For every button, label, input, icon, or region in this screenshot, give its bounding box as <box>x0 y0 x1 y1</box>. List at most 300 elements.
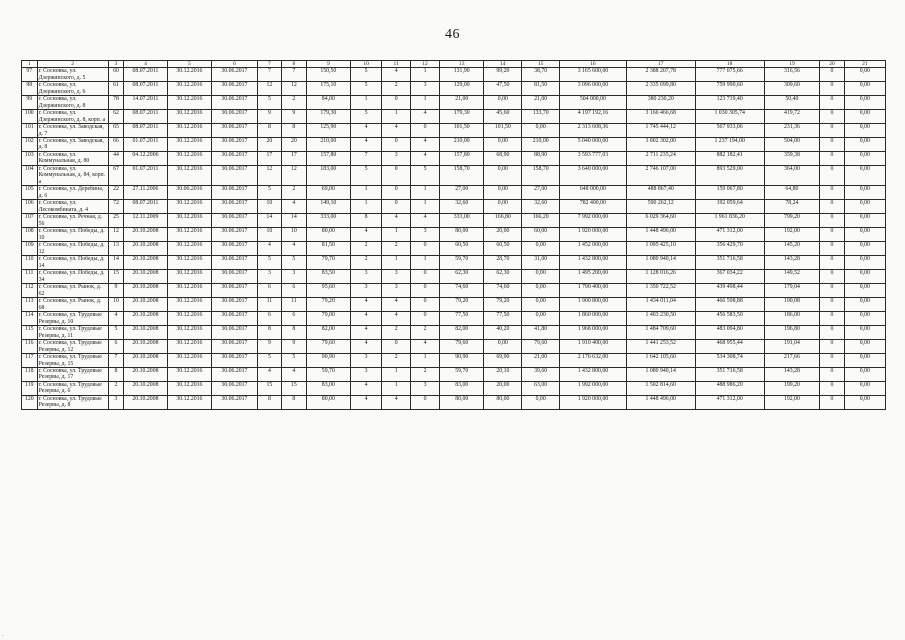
table-cell: 1 448 496,00 <box>626 228 695 242</box>
table-cell: 1 <box>382 228 411 242</box>
table-cell: 5 <box>257 256 281 270</box>
table-cell: 4 <box>411 151 440 165</box>
table-cell: 759 990,60 <box>695 82 764 96</box>
table-cell: 0 <box>382 200 411 214</box>
table-cell: 30.12.2016 <box>167 284 211 298</box>
row-number-cell: 103 <box>22 151 38 165</box>
table-cell: 192,00 <box>764 395 820 409</box>
table-cell: 30.12.2016 <box>167 395 211 409</box>
table-cell: 2 313 608,36 <box>560 124 627 138</box>
table-cell: 5 <box>257 186 281 200</box>
table-cell: 4 <box>351 228 382 242</box>
table-cell: 60,00 <box>522 228 560 242</box>
table-cell: 0 <box>820 256 844 270</box>
table-cell: 81,50 <box>522 82 560 96</box>
table-cell: 30.06.2017 <box>212 298 258 312</box>
table-cell: 5 <box>282 256 306 270</box>
table-cell: 3 096 000,00 <box>560 82 627 96</box>
table-cell: 13 <box>108 242 124 256</box>
table-cell: 0 <box>820 381 844 395</box>
table-cell: 44 <box>108 151 124 165</box>
table-cell: 0,00 <box>522 298 560 312</box>
table-cell: 79,20 <box>440 298 484 312</box>
table-cell: 1 992 000,00 <box>560 381 627 395</box>
table-row <box>22 340 886 354</box>
table-row <box>22 124 886 138</box>
table-cell: 12 <box>282 165 306 185</box>
row-number-cell: 116 <box>22 340 38 354</box>
table-cell: 419,72 <box>764 110 820 124</box>
table-cell: 9 <box>282 110 306 124</box>
column-number-cell: 11 <box>382 61 411 68</box>
table-row <box>22 82 886 96</box>
table-cell: 5 <box>257 96 281 110</box>
table-cell: 149,10 <box>306 200 350 214</box>
table-cell: 0,00 <box>844 186 885 200</box>
column-number-cell: 18 <box>695 61 764 68</box>
table-cell: 0 <box>820 298 844 312</box>
row-number-cell: 113 <box>22 298 38 312</box>
table-row <box>22 214 886 228</box>
row-number-cell: 120 <box>22 395 38 409</box>
table-cell: 0 <box>411 395 440 409</box>
table-cell: 17 <box>282 151 306 165</box>
table-cell: 68,90 <box>484 151 522 165</box>
table-cell: 30.06.2017 <box>212 151 258 165</box>
table-cell: 78 <box>108 96 124 110</box>
table-cell: 12 <box>282 82 306 96</box>
table-cell: 6 <box>282 284 306 298</box>
table-cell: 0 <box>820 200 844 214</box>
table-cell: 5 <box>108 326 124 340</box>
table-cell: 80,00 <box>440 395 484 409</box>
scan-artifact-mark: . <box>2 630 4 638</box>
table-cell: 150,50 <box>306 68 350 82</box>
table-cell: 32,60 <box>440 200 484 214</box>
address-cell: г. Сосновка, ул. Трудовые Резервы, д. 6 <box>37 381 108 395</box>
row-number-cell: 101 <box>22 124 38 138</box>
table-cell: 27.11.2006 <box>124 186 167 200</box>
table-cell: 30.06.2017 <box>212 110 258 124</box>
table-cell: 504,00 <box>764 138 820 152</box>
table-cell: 1 920 000,00 <box>560 395 627 409</box>
table-cell: 1 642 105,60 <box>626 354 695 368</box>
table-cell: 21,00 <box>440 96 484 110</box>
table-cell: 12.11.2009 <box>124 214 167 228</box>
table-cell: 14 <box>108 256 124 270</box>
table-cell: 101,50 <box>484 124 522 138</box>
table-cell: 3 <box>351 270 382 284</box>
table-cell: 199,20 <box>764 381 820 395</box>
table-cell: 157,80 <box>440 151 484 165</box>
table-cell: 30.06.2017 <box>212 228 258 242</box>
table-cell: 22 <box>108 186 124 200</box>
table-cell: 30.06.2017 <box>212 200 258 214</box>
table-cell: 30.12.2016 <box>167 214 211 228</box>
table-cell: 88,90 <box>522 151 560 165</box>
table-cell: 50,40 <box>764 96 820 110</box>
table-cell: 0,00 <box>844 68 885 82</box>
table-cell: 3 <box>257 270 281 284</box>
table-cell: 0,00 <box>484 340 522 354</box>
row-number-cell: 118 <box>22 367 38 381</box>
table-cell: 20.10.2008 <box>124 354 167 368</box>
table-cell: 82,00 <box>306 326 350 340</box>
table-row <box>22 326 886 340</box>
table-cell: 31,00 <box>522 256 560 270</box>
table-cell: 6 <box>257 312 281 326</box>
table-cell: 1 <box>411 200 440 214</box>
table-cell: 1 030 305,74 <box>695 110 764 124</box>
table-cell: 3 640 000,00 <box>560 165 627 185</box>
table-cell: 30.12.2016 <box>167 270 211 284</box>
table-cell: 5 <box>282 354 306 368</box>
table-cell: 101,50 <box>440 124 484 138</box>
table-cell: 333,00 <box>440 214 484 228</box>
table-cell: 12 <box>257 165 281 185</box>
table-cell: 79,60 <box>306 340 350 354</box>
table-cell: 4 <box>411 340 440 354</box>
table-cell: 90,90 <box>306 354 350 368</box>
row-number-cell: 117 <box>22 354 38 368</box>
column-number-cell: 17 <box>626 61 695 68</box>
table-cell: 7 <box>282 68 306 82</box>
table-cell: 83,00 <box>306 381 350 395</box>
row-number-cell: 114 <box>22 312 38 326</box>
address-cell: г. Сосновка, ул. Победы, д. 12 <box>37 242 108 256</box>
table-cell: 20.10.2008 <box>124 340 167 354</box>
table-cell: 63,00 <box>522 381 560 395</box>
table-cell: 30.12.2016 <box>167 110 211 124</box>
table-cell: 1 128 016,26 <box>626 270 695 284</box>
table-cell: 0,00 <box>844 312 885 326</box>
table-cell: 190,08 <box>764 298 820 312</box>
table-cell: 466 598,88 <box>695 298 764 312</box>
table-cell: 0 <box>820 124 844 138</box>
row-number-cell: 104 <box>22 165 38 185</box>
table-cell: 30.12.2016 <box>167 96 211 110</box>
address-cell: г. Сосновка, ул. Рынок, д. 62 <box>37 284 108 298</box>
table-cell: 1 790 400,00 <box>560 284 627 298</box>
table-cell: 11 <box>257 298 281 312</box>
table-cell: 30.12.2016 <box>167 381 211 395</box>
table-cell: 456 583,50 <box>695 312 764 326</box>
table-cell: 0 <box>820 270 844 284</box>
table-row <box>22 270 886 284</box>
table-cell: 0,00 <box>522 124 560 138</box>
table-cell: 210,00 <box>440 138 484 152</box>
table-cell: 60,50 <box>484 242 522 256</box>
table-cell: 30.06.2017 <box>212 381 258 395</box>
table-cell: 0,00 <box>844 340 885 354</box>
table-cell: 0,00 <box>484 186 522 200</box>
table-cell: 125,90 <box>306 124 350 138</box>
table-cell: 59,70 <box>306 367 350 381</box>
column-number-cell: 13 <box>440 61 484 68</box>
table-cell: 80,00 <box>484 395 522 409</box>
table-cell: 79,70 <box>306 256 350 270</box>
address-cell: г. Сосновка, ул. Победы, д. 34 <box>37 270 108 284</box>
table-cell: 1 350 722,52 <box>626 284 695 298</box>
table-cell: 10 <box>282 228 306 242</box>
table-cell: 1 095 425,10 <box>626 242 695 256</box>
table-cell: 67 <box>108 165 124 185</box>
table-cell: 333,00 <box>306 214 350 228</box>
table-cell: 01.07.2011 <box>124 165 167 185</box>
table-cell: 488 867,40 <box>626 186 695 200</box>
table-cell: 30.12.2016 <box>167 151 211 165</box>
table-cell: 4 <box>351 298 382 312</box>
table-cell: 0,00 <box>522 284 560 298</box>
table-cell: 183,00 <box>306 165 350 185</box>
table-cell: 80,00 <box>306 395 350 409</box>
table-cell: 0,00 <box>844 256 885 270</box>
row-number-cell: 109 <box>22 242 38 256</box>
table-cell: 0 <box>820 228 844 242</box>
table-cell: 179,04 <box>764 284 820 298</box>
table-cell: 15 <box>282 381 306 395</box>
table-cell: 648 000,00 <box>560 186 627 200</box>
table-row <box>22 312 886 326</box>
table-cell: 30.12.2016 <box>167 165 211 185</box>
table-row <box>22 395 886 409</box>
row-number-cell: 97 <box>22 68 38 82</box>
table-cell: 25 <box>108 214 124 228</box>
table-cell: 0,00 <box>844 381 885 395</box>
table-cell: 30.06.2017 <box>212 312 258 326</box>
table-cell: 14.07.2011 <box>124 96 167 110</box>
table-cell: 41,80 <box>522 326 560 340</box>
table-cell: 99,20 <box>484 68 522 82</box>
table-cell: 2 <box>411 367 440 381</box>
column-number-cell: 12 <box>411 61 440 68</box>
table-cell: 2 <box>382 354 411 368</box>
row-number-cell: 111 <box>22 270 38 284</box>
table-cell: 20,00 <box>484 228 522 242</box>
table-cell: 0,00 <box>522 242 560 256</box>
table-cell: 83,00 <box>440 381 484 395</box>
table-cell: 471 312,00 <box>695 395 764 409</box>
table-cell: 186,00 <box>764 312 820 326</box>
table-cell: 77,50 <box>484 312 522 326</box>
table-cell: 1 484 709,60 <box>626 326 695 340</box>
table-cell: 1 452 000,00 <box>560 242 627 256</box>
table-cell: 1 237 194,00 <box>695 138 764 152</box>
table-cell: 3 <box>108 395 124 409</box>
table-cell: 08.07.2011 <box>124 82 167 96</box>
table-cell: 30.12.2016 <box>167 242 211 256</box>
table-cell: 504 000,00 <box>560 96 627 110</box>
row-number-cell: 112 <box>22 284 38 298</box>
table-cell: 567 933,06 <box>695 124 764 138</box>
table-cell: 62,30 <box>484 270 522 284</box>
row-number-cell: 100 <box>22 110 38 124</box>
address-cell: г. Сосновка, ул. Коммунальная, д. 84, корп. а <box>37 165 108 185</box>
table-cell: 8 <box>257 395 281 409</box>
table-cell: 62,30 <box>440 270 484 284</box>
table-cell: 74,60 <box>440 284 484 298</box>
table-cell: 10 <box>257 228 281 242</box>
table-cell: 217,66 <box>764 354 820 368</box>
table-cell: 0 <box>382 186 411 200</box>
table-cell: 2 <box>108 381 124 395</box>
column-number-cell: 4 <box>124 61 167 68</box>
table-cell: 351 716,58 <box>695 256 764 270</box>
table-cell: 3 <box>351 367 382 381</box>
table-cell: 1 <box>351 96 382 110</box>
address-cell: г. Сосновка, ул. Дзержинского, д. 6 <box>37 82 108 96</box>
table-cell: 3 <box>411 82 440 96</box>
table-cell: 1 434 011,04 <box>626 298 695 312</box>
table-cell: 1 961 836,20 <box>695 214 764 228</box>
table-cell: 2 <box>351 256 382 270</box>
table-cell: 179,30 <box>306 110 350 124</box>
column-number-cell: 8 <box>282 61 306 68</box>
table-cell: 30.06.2017 <box>212 186 258 200</box>
table-cell: 0 <box>382 165 411 185</box>
table-cell: 0,00 <box>844 151 885 165</box>
table-cell: 21,00 <box>522 96 560 110</box>
table-cell: 90,90 <box>440 354 484 368</box>
table-cell: 143,28 <box>764 256 820 270</box>
table-cell: 4 <box>411 110 440 124</box>
table-cell: 0,00 <box>844 367 885 381</box>
table-cell: 30.12.2016 <box>167 326 211 340</box>
table-cell: 4 <box>382 312 411 326</box>
table-cell: 7 <box>257 68 281 82</box>
table-cell: 5 <box>351 82 382 96</box>
table-cell: 192,00 <box>764 228 820 242</box>
table-cell: 8 <box>282 124 306 138</box>
table-cell: 0,00 <box>844 228 885 242</box>
table-cell: 15 <box>257 381 281 395</box>
table-cell: 0,00 <box>844 96 885 110</box>
table-cell: 80,00 <box>306 228 350 242</box>
table-cell: 30.06.2017 <box>212 395 258 409</box>
table-cell: 20 <box>282 138 306 152</box>
table-cell: 590 262,12 <box>626 200 695 214</box>
column-number-cell: 14 <box>484 61 522 68</box>
table-cell: 0,00 <box>484 200 522 214</box>
table-cell: 4 <box>351 340 382 354</box>
table-cell: 6 <box>108 340 124 354</box>
table-cell: 158,70 <box>440 165 484 185</box>
table-cell: 0 <box>411 242 440 256</box>
table-cell: 1 910 400,00 <box>560 340 627 354</box>
table-cell: 356 429,70 <box>695 242 764 256</box>
table-cell: 1 <box>351 200 382 214</box>
table-cell: 28,70 <box>484 256 522 270</box>
table-cell: 0 <box>382 340 411 354</box>
table-cell: 14 <box>257 214 281 228</box>
table-cell: 8 <box>351 214 382 228</box>
table-cell: 20.10.2008 <box>124 228 167 242</box>
table-cell: 30.06.2017 <box>212 138 258 152</box>
table-cell: 0 <box>820 354 844 368</box>
row-number-cell: 115 <box>22 326 38 340</box>
table-cell: 30.06.2017 <box>212 354 258 368</box>
table-cell: 210,00 <box>522 138 560 152</box>
table-cell: 0,00 <box>522 395 560 409</box>
table-cell: 30.06.2017 <box>212 326 258 340</box>
address-cell: г. Сосновка, ул. Дзержинского, д. 8, корп. а <box>37 110 108 124</box>
row-number-cell: 106 <box>22 200 38 214</box>
table-cell: 3 <box>282 270 306 284</box>
table-cell: 30.12.2016 <box>167 256 211 270</box>
table-cell: 20.10.2008 <box>124 395 167 409</box>
table-cell: 5 040 000,00 <box>560 138 627 152</box>
table-cell: 1 <box>382 110 411 124</box>
address-cell: г. Сосновка, ул. Трудовые Резервы, д. 10 <box>37 312 108 326</box>
table-cell: 1 <box>411 354 440 368</box>
table-cell: 20 <box>257 138 281 152</box>
table-cell: 66 <box>108 138 124 152</box>
address-cell: г. Сосновка, ул. Деребина, д. 6 <box>37 186 108 200</box>
table-cell: 1 860 000,00 <box>560 312 627 326</box>
table-cell: 2 711 235,24 <box>626 151 695 165</box>
table-cell: 0 <box>820 110 844 124</box>
address-cell: г. Сосновка, ул. Рынок, д. 68 <box>37 298 108 312</box>
table-cell: 0 <box>382 96 411 110</box>
row-number-cell: 110 <box>22 256 38 270</box>
table-cell: 9 <box>108 284 124 298</box>
table-cell: 2 746 107,00 <box>626 165 695 185</box>
table-cell: 1 <box>411 68 440 82</box>
column-number-cell: 20 <box>820 61 844 68</box>
table-cell: 175,10 <box>306 82 350 96</box>
table-cell: 0 <box>820 312 844 326</box>
table-cell: 0 <box>820 138 844 152</box>
table-cell: 157,80 <box>306 151 350 165</box>
column-number-cell: 6 <box>212 61 258 68</box>
row-number-cell: 107 <box>22 214 38 228</box>
table-cell: 30.06.2017 <box>212 270 258 284</box>
table-row <box>22 110 886 124</box>
table-cell: 62 <box>108 110 124 124</box>
table-row <box>22 138 886 152</box>
table-cell: 61 <box>108 82 124 96</box>
address-cell: г. Сосновка, ул. Трудовые Резервы, д. 15 <box>37 354 108 368</box>
table-cell: 364,00 <box>764 165 820 185</box>
table-cell: 143,28 <box>764 367 820 381</box>
table-cell: 782 400,00 <box>560 200 627 214</box>
table-cell: 0 <box>820 367 844 381</box>
table-cell: 0,00 <box>484 165 522 185</box>
table-cell: 3 593 777,03 <box>560 151 627 165</box>
table-cell: 08.07.2011 <box>124 124 167 138</box>
row-number-cell: 98 <box>22 82 38 96</box>
address-cell: г. Сосновка, ул. Лесокомбината, д. 4 <box>37 200 108 214</box>
table-cell: 4 <box>351 381 382 395</box>
table-cell: 79,20 <box>306 298 350 312</box>
table-cell: 2 <box>382 242 411 256</box>
table-cell: 133,70 <box>522 110 560 124</box>
table-cell: 4 <box>108 312 124 326</box>
table-cell: 10 <box>108 298 124 312</box>
table-cell: 1 432 800,00 <box>560 367 627 381</box>
table-cell: 4 <box>382 298 411 312</box>
table-cell: 1 448 496,00 <box>626 395 695 409</box>
column-number-cell: 15 <box>522 61 560 68</box>
table-cell: 4 <box>411 214 440 228</box>
table-cell: 7 <box>108 354 124 368</box>
address-cell: г. Сосновка, ул. Заводская, д. 7 <box>37 124 108 138</box>
table-cell: 0 <box>820 165 844 185</box>
table-cell: 1 441 253,52 <box>626 340 695 354</box>
table-cell: 3 <box>382 284 411 298</box>
column-number-cell: 1 <box>22 61 38 68</box>
table-cell: 30.06.2017 <box>212 82 258 96</box>
